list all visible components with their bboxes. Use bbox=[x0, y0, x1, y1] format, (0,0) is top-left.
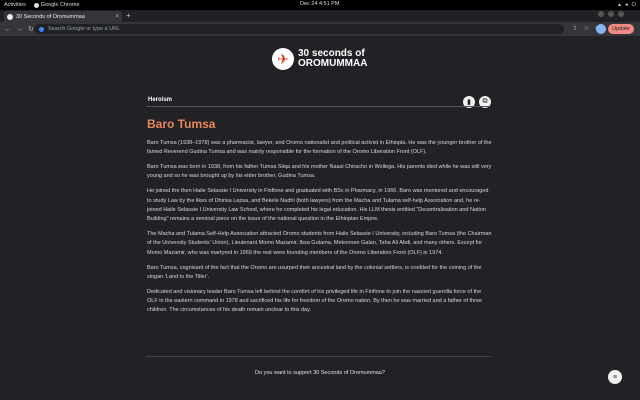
bookmark-star-icon[interactable]: ☆ bbox=[583, 26, 589, 32]
logo-line-1: 30 seconds of bbox=[298, 48, 365, 59]
article-divider bbox=[146, 356, 492, 357]
category-label: Heroism bbox=[148, 97, 173, 103]
browser-tab[interactable] bbox=[4, 11, 122, 22]
clock[interactable]: Dec 24 4:51 PM bbox=[300, 1, 340, 7]
chrome-icon bbox=[34, 3, 39, 8]
google-icon bbox=[39, 27, 44, 32]
app-menu[interactable] bbox=[34, 2, 80, 8]
update-button[interactable]: Update bbox=[608, 24, 634, 34]
tab-close-icon[interactable]: × bbox=[115, 13, 119, 20]
omnibox[interactable] bbox=[34, 24, 564, 34]
activities-button[interactable]: Activities bbox=[4, 2, 26, 8]
tab-title: 30 Seconds of Oromummaa bbox=[16, 13, 85, 20]
profile-avatar[interactable] bbox=[596, 24, 606, 34]
bookmark-icon[interactable]: ▮ bbox=[463, 96, 475, 108]
omnibox-placeholder: Search Google or type a URL bbox=[48, 26, 121, 32]
system-tray[interactable] bbox=[618, 0, 636, 10]
paragraph: Dedicated and visionary leader Baro Tumsa left behind the comfort of his privileged life in Finfinne to join the nascent guerrilla force of the OLF in the eastern command in 1978 and sacrificed his life for freedom of the Oromo nation. By then he was married and a father of three children. The circumstances of his death remain unclear to this day. bbox=[147, 288, 483, 314]
new-tab-icon[interactable]: + bbox=[126, 11, 131, 20]
close-window-icon[interactable] bbox=[618, 11, 624, 17]
maximize-icon[interactable] bbox=[608, 11, 614, 17]
article-body bbox=[147, 139, 492, 321]
reload-icon[interactable]: ↻ bbox=[28, 26, 34, 33]
paragraph: Baro Tumsa, cognisant of the fact that the Oromo are usurped their ancestral land by the colonial settlers, is credited for the coining of the slogan 'Land to the Tiller'. bbox=[147, 264, 482, 280]
tab-strip bbox=[0, 10, 640, 22]
share-icon[interactable]: ⇪ bbox=[572, 26, 578, 32]
os-top-bar bbox=[0, 0, 640, 10]
back-icon[interactable]: ← bbox=[4, 25, 11, 33]
paragraph: The Macha and Tulama Self-Help Association attracted Oromo students from Haile Selassie I University, including Baro Tumsa (the Chairman of the University Students' Union), Lieutenant Momo Mazamir, Ibsa Gutama, Mekonnen Galan, Taha Ali Abdi, and many others. Except for Momo Mazamir, who was martyred in 1969 the rest were founding members of the Oromo Liberation Front (OLF) in 1974. bbox=[147, 231, 492, 256]
category-divider bbox=[146, 106, 490, 107]
paragraph: Baro Tumsa was born in 1938, from his father Tumsa Siiqa and his mother Naasi Chiracho in Wollega. His parents died while he was still very young and so he was brought up by his elder brother, Gudina Tumsa. bbox=[147, 164, 492, 180]
network-icon: ▴ bbox=[618, 2, 621, 8]
app-name: Google Chrome bbox=[40, 2, 80, 8]
menu-fab-icon[interactable]: ≡ bbox=[608, 370, 622, 384]
volume-icon: ◂ bbox=[624, 2, 628, 8]
support-prompt[interactable]: Do you want to support 30 Seconds of Oromummaa? bbox=[255, 370, 385, 376]
tab-favicon-icon bbox=[7, 14, 13, 20]
forward-icon[interactable]: → bbox=[16, 25, 23, 33]
paragraph: He joined the then Haile Selassie I University in Finfinne and graduated with BSc in Pharmacy, in 1966. Baro was mentored and encouraged to study Law by the likes of Dhinsa Lepsa, and Bekele Nadhi (both lawyers) from the Macha and Tulama self-help Association and, he re-joined Haile Selassie I University Law School, where he completed his legal education. His LLM thesis entitled "Decentralisation and Nation Building" remains a seminal piece on the issue of the national question in the Ethiopian Empire. bbox=[147, 188, 489, 223]
window-controls bbox=[598, 11, 624, 17]
power-icon: ⏻ bbox=[631, 1, 636, 8]
site-logo[interactable] bbox=[272, 48, 367, 70]
logo-bird-icon: ✈ bbox=[272, 48, 294, 70]
article-title: Baro Tumsa bbox=[147, 117, 216, 131]
paragraph: Baro Tumsa (1938–1978) was a pharmacist, lawyer, and Oromo nationalist and political activist in Ethiopia. He was the younger brother of the famed Reverend Gudina Tumsa and was mainly responsible for the formation of the Oromo Liberation Front (OLF). bbox=[147, 140, 492, 156]
logo-line-2: OROMUMMAA bbox=[298, 58, 368, 69]
page-content bbox=[0, 36, 640, 400]
minimize-icon[interactable] bbox=[598, 11, 604, 17]
share-article-icon[interactable]: ⧉ bbox=[479, 96, 491, 108]
